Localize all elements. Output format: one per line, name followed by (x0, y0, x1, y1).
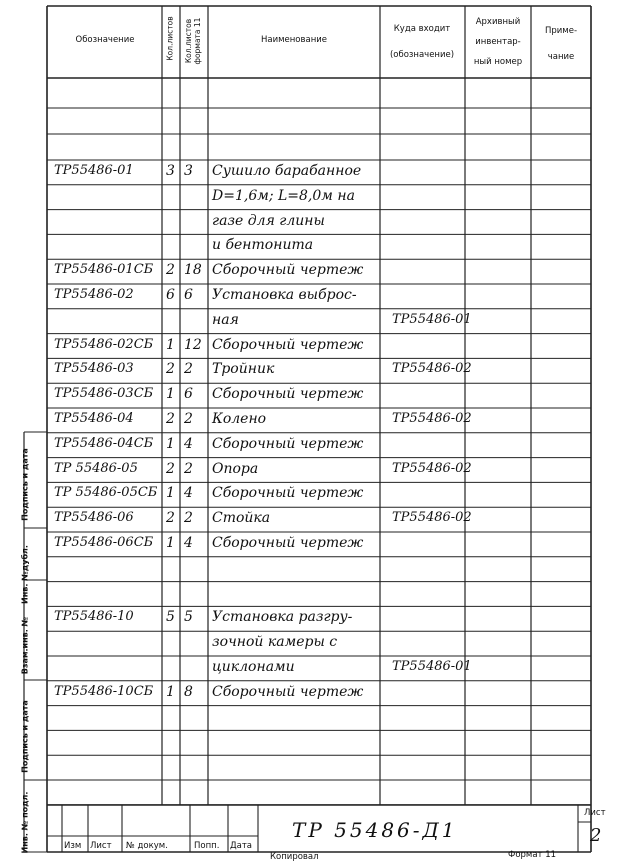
header-name: Наименование (260, 35, 328, 45)
title-list: Лист (90, 841, 112, 851)
row-format: 18 (184, 262, 202, 279)
header-where-used-line1: Куда входит (393, 24, 451, 34)
row-name: Установка разгру- (212, 609, 353, 626)
row-designation: ТР55486-06 (54, 510, 134, 526)
row-name: Колено (212, 411, 267, 427)
row-name: газе для глины (212, 212, 325, 229)
row-sheets: 3 (166, 163, 175, 179)
row-name: Сборочный чертеж (212, 435, 364, 452)
row-designation: ТР55486-10СБ (54, 683, 154, 699)
row-name: Сборочный чертеж (212, 683, 364, 700)
row-format: 6 (184, 386, 193, 403)
row-name: Опора (212, 460, 259, 477)
row-name: циклонами (212, 659, 295, 675)
header-where-used-line2: (обозначение) (389, 50, 455, 60)
row-designation: ТР55486-06СБ (54, 535, 154, 550)
row-sheets: 1 (166, 435, 175, 452)
row-designation: ТР55486-03 (54, 361, 134, 377)
title-doc-no: № докум. (126, 841, 168, 851)
side-sign-date-bottom: Подпись и дата (20, 700, 30, 773)
row-format: 6 (184, 287, 193, 303)
header-archive-line2: инвентар- (475, 37, 521, 47)
row-format: 4 (184, 535, 193, 551)
row-sheets: 2 (166, 510, 175, 527)
row-where-used: ТР55486-02 (392, 510, 472, 526)
row-name: Стойка (212, 510, 271, 527)
row-format: 2 (184, 361, 193, 378)
header-format11-line1: Кол.листов (184, 18, 193, 64)
header-archive-line3: ный номер (473, 57, 523, 67)
row-sheets: 1 (166, 386, 175, 403)
row-where-used: ТР55486-02 (392, 361, 472, 377)
row-where-used: ТР55486-02 (392, 460, 472, 476)
header-format11-line2: формата 11 (193, 17, 202, 65)
row-designation: ТР55486-10 (54, 609, 134, 625)
header-archive-line1: Архивный (475, 17, 521, 27)
row-designation: ТР55486-01СБ (54, 262, 154, 278)
row-name: Сборочный чертеж (212, 262, 364, 279)
row-name: Сборочный чертеж (212, 535, 364, 551)
row-format: 2 (184, 510, 193, 527)
row-name: Тройник (212, 361, 275, 378)
title-podp: Попп. (194, 841, 220, 851)
row-name: Сушило барабанное (212, 163, 362, 179)
side-inv-dubl: Инв. №дубл. (20, 545, 30, 604)
side-vzam-inv: Взам.инв. № (20, 616, 30, 675)
title-sheet-number: 2 (590, 825, 605, 846)
row-where-used: ТР55486-01 (392, 659, 472, 674)
row-designation: ТР 55486-05 (54, 460, 138, 476)
row-designation: ТР 55486-05СБ (54, 485, 158, 501)
row-name: Сборочный чертеж (212, 336, 364, 353)
row-format: 8 (184, 683, 193, 700)
row-sheets: 2 (166, 262, 175, 279)
row-designation: ТР55486-04СБ (54, 435, 154, 451)
row-designation: ТР55486-01 (54, 163, 134, 178)
title-izm: Изм (64, 841, 82, 851)
row-sheets: 1 (166, 683, 175, 700)
row-name: D=1,6м; L=8,0м на (212, 187, 355, 204)
header-note (531, 18, 591, 70)
header-note-line2: чание (547, 52, 575, 62)
row-sheets: 2 (166, 361, 175, 378)
header-note-line1: Приме- (544, 26, 578, 36)
row-format: 4 (184, 485, 193, 502)
document-code: ТР 55486-Д1 (292, 818, 458, 842)
row-designation: ТР55486-02СБ (54, 336, 154, 352)
row-where-used: ТР55486-01 (392, 311, 472, 327)
row-name: зочной камеры с (212, 634, 338, 651)
header-where-used (380, 16, 464, 68)
row-designation: ТР55486-04 (54, 411, 134, 426)
row-sheets: 2 (166, 460, 175, 477)
row-sheets: 5 (166, 609, 175, 626)
header-archive (465, 12, 531, 72)
row-designation: ТР55486-02 (54, 287, 134, 302)
row-name: Сборочный чертеж (212, 485, 364, 502)
row-name: ная (212, 311, 239, 328)
row-sheets: 1 (166, 485, 175, 502)
footer-format: Формат 11 (508, 850, 557, 860)
title-sheet-label: Лист (584, 808, 606, 818)
row-name: Сборочный чертеж (212, 386, 364, 403)
footer-copied: Копировал (270, 852, 319, 862)
row-sheets: 6 (166, 287, 175, 303)
row-where-used: ТР55486-02 (392, 411, 472, 426)
row-format: 2 (184, 411, 193, 427)
header-designation: Обозначение (75, 35, 135, 45)
row-format: 12 (184, 336, 202, 353)
row-name: и бентонита (212, 237, 314, 254)
row-name: Установка выброс- (212, 287, 357, 303)
row-sheets: 1 (166, 336, 175, 353)
header-format11 (184, 5, 202, 77)
row-format: 5 (184, 609, 193, 626)
title-data: Дата (230, 841, 253, 851)
side-inv-podl: Инв. № подл. (20, 791, 30, 854)
side-sign-date-top: Подпись и дата (20, 448, 30, 521)
row-sheets: 2 (166, 411, 175, 427)
header-sheets-count: Кол.листов (165, 16, 175, 61)
row-format: 4 (184, 435, 193, 452)
row-format: 3 (184, 163, 193, 179)
row-format: 2 (184, 460, 193, 477)
row-designation: ТР55486-03СБ (54, 386, 154, 402)
row-sheets: 1 (166, 535, 175, 551)
